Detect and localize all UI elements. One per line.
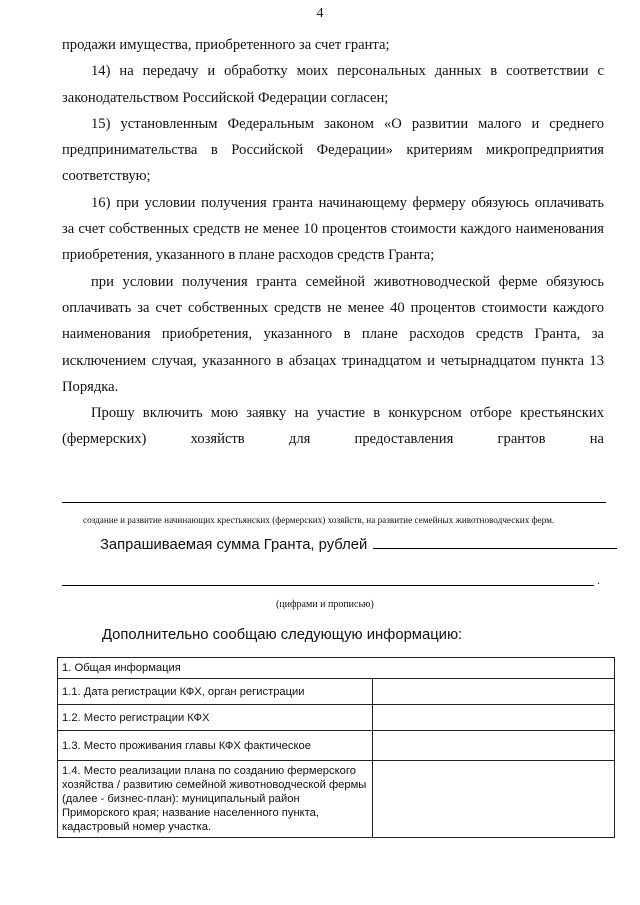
requested-amount-field[interactable] xyxy=(373,534,617,549)
row-label-registration: 1.1. Дата регистрации КФХ, орган регистрации xyxy=(58,679,373,705)
info-table xyxy=(57,657,615,838)
row-label-business-plan-location: 1.4. Место реализации плана по созданию фермерского хозяйства / развитию семейной животноводческой фермы (далее - бизнес-план): муниципальный район Приморского края; название населенного пункта, кадастровый номер участка. xyxy=(58,761,373,838)
paragraph-continuation: продажи имущества, приобретенного за счет гранта; xyxy=(62,37,390,53)
document-body xyxy=(62,32,604,453)
paragraph-16: 16) при условии получения гранта начинающему фермеру обязуюсь оплачивать за счет собственных средств не менее 10 процентов стоимости каждого наименования приобретения, указанного в плане расходов средств Гранта; xyxy=(62,194,604,264)
paragraph-15: 15) установленным Федеральным законом «О развитии малого и среднего предпринимательства в Российской Федерации» критериям микропредприятия соответствую; xyxy=(62,115,604,185)
additional-info-heading: Дополнительно сообщаю следующую информацию: xyxy=(102,627,463,643)
paragraph-14: 14) на передачу и обработку моих персональных данных в соответствии с законодательством Российской Федерации согласен; xyxy=(62,63,604,106)
requested-amount-label: Запрашиваемая сумма Гранта, рублей xyxy=(100,537,368,553)
page-number: 4 xyxy=(316,6,324,21)
row-value-registration-place[interactable] xyxy=(373,705,615,731)
row-label-registration-place: 1.2. Место регистрации КФХ xyxy=(58,705,373,731)
table-row xyxy=(58,731,615,761)
amount-trailing-dot: . xyxy=(597,573,600,587)
row-value-business-plan-location[interactable] xyxy=(373,761,615,838)
row-value-registration[interactable] xyxy=(373,679,615,705)
paragraph-request: Прошу включить мою заявку на участие в конкурсном отборе крестьянских (фермерских) хозяйств для предоставления грантов на xyxy=(62,405,604,448)
purpose-note: создание и развитие начинающих крестьянских (фермерских) хозяйств, на развитие семейных животноводческих ферм. xyxy=(83,515,555,525)
paragraph-family-farm: при условии получения гранта семейной животноводческой ферме обязуюсь оплачивать за счет собственных средств не менее 40 процентов стоимости каждого наименования приобретения, указанного в плане расходов средств Гранта, за исключением случая, указанного в абзацах тринадцатом и четырнадцатом пункта 13 Порядка. xyxy=(62,273,604,395)
amount-note: (цифрами и прописью) xyxy=(276,599,374,610)
table-section-row xyxy=(58,658,615,679)
requested-amount-row xyxy=(100,534,617,553)
row-label-residence: 1.3. Место проживания главы КФХ фактическое xyxy=(58,731,373,761)
table-row xyxy=(58,761,615,838)
row-value-residence[interactable] xyxy=(373,731,615,761)
table-row xyxy=(58,679,615,705)
table-row xyxy=(58,705,615,731)
table-section-header: 1. Общая информация xyxy=(58,658,615,679)
purpose-line xyxy=(62,502,606,503)
amount-continuation-line[interactable] xyxy=(62,585,594,586)
